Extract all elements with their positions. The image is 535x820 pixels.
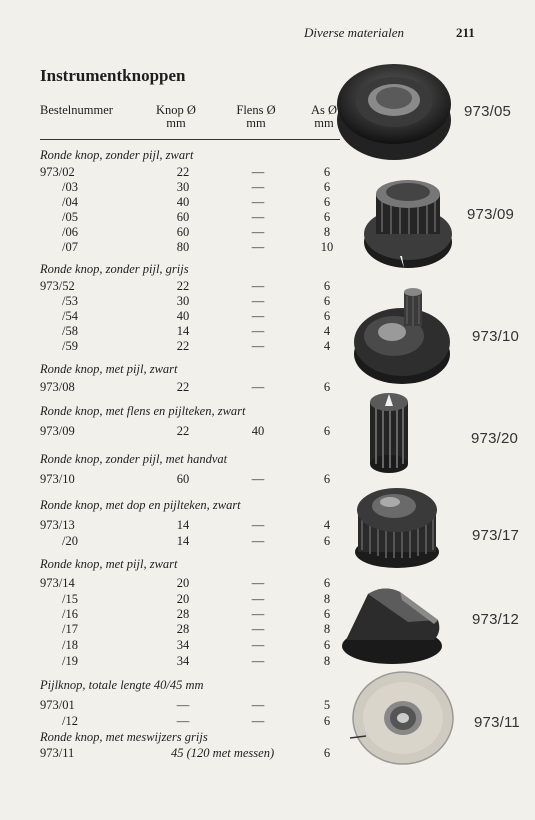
table-row: 973/08 22 — 6 <box>40 380 331 394</box>
figure-label: 973/12 <box>472 611 520 628</box>
knob-973-09-image <box>362 172 454 272</box>
column-header-flens-unit: mm <box>246 116 266 130</box>
column-header-flens <box>228 104 284 130</box>
column-header-as-label: As Ø <box>310 103 338 117</box>
column-header-knop-label: Knop Ø <box>156 103 196 117</box>
table-row: 973/02 22 — 6 <box>40 165 331 179</box>
table-row: /16 28 — 6 <box>62 607 331 621</box>
section-heading: Ronde knop, met pijl, zwart <box>40 557 178 571</box>
figure-label: 973/20 <box>471 430 519 447</box>
table-row: /06 60 — 8 <box>62 225 331 239</box>
knob-973-20-image <box>364 388 414 476</box>
table-row: 973/01 — — 5 <box>40 698 331 712</box>
table-row: /05 60 — 6 <box>62 210 331 224</box>
knob-973-10-image <box>352 280 452 388</box>
section-heading: Ronde knop, zonder pijl, zwart <box>40 148 194 162</box>
table-row: /04 40 — 6 <box>62 195 331 209</box>
table-row: /18 34 — 6 <box>62 638 331 652</box>
knob-973-05-image <box>335 60 453 165</box>
table-row: 973/14 20 — 6 <box>40 576 331 590</box>
section-heading: Ronde knop, zonder pijl, grijs <box>40 262 189 276</box>
page-title: Instrumentknoppen <box>40 66 186 85</box>
table-row: 973/52 22 — 6 <box>40 279 331 293</box>
running-header-section: Diverse materialen <box>304 25 405 40</box>
figure-label: 973/11 <box>474 714 520 731</box>
section-heading: Ronde knop, met dop en pijlteken, zwart <box>40 498 241 512</box>
knob-973-12-image <box>338 580 446 668</box>
figure-label: 973/09 <box>467 206 515 223</box>
table-row: 973/10 60 — 6 <box>40 472 331 486</box>
knob-973-11-image <box>350 666 456 768</box>
table-row: /15 20 — 8 <box>62 592 331 606</box>
table-row: /59 22 — 4 <box>62 339 331 353</box>
column-header-bestelnummer: Bestelnummer <box>40 103 113 117</box>
table-row: /17 28 — 8 <box>62 622 331 636</box>
column-header-as-unit: mm <box>314 116 334 130</box>
column-header-knop-unit: mm <box>166 116 186 130</box>
page-number: 211 <box>456 25 475 40</box>
table-row: /07 80 — 10 <box>62 240 334 254</box>
table-row: 973/13 14 — 4 <box>40 518 331 532</box>
section-heading: Ronde knop, met flens en pijlteken, zwart <box>40 404 246 418</box>
table-row: /20 14 — 6 <box>62 534 331 548</box>
table-row: /03 30 — 6 <box>62 180 331 194</box>
figure-label: 973/10 <box>472 328 520 345</box>
table-row: 973/09 22 40 6 <box>40 424 331 438</box>
section-heading: Ronde knop, met meswijzers grijs <box>40 730 208 744</box>
section-heading: Ronde knop, met pijl, zwart <box>40 362 178 376</box>
column-header-knop <box>150 104 202 130</box>
table-row: /54 40 — 6 <box>62 309 331 323</box>
figure-label: 973/05 <box>464 103 512 120</box>
table-row: /58 14 — 4 <box>62 324 331 338</box>
column-header-flens-label: Flens Ø <box>236 103 276 117</box>
section-heading: Ronde knop, zonder pijl, met handvat <box>40 452 228 466</box>
table-row: /19 34 — 8 <box>62 654 331 668</box>
header-rule <box>40 139 340 140</box>
table-row: /12 — — 6 <box>62 714 331 728</box>
section-heading: Pijlknop, totale lengte 40/45 mm <box>40 678 204 692</box>
table-row: /53 30 — 6 <box>62 294 331 308</box>
knob-973-17-image <box>352 482 442 572</box>
figure-label: 973/17 <box>472 527 520 544</box>
